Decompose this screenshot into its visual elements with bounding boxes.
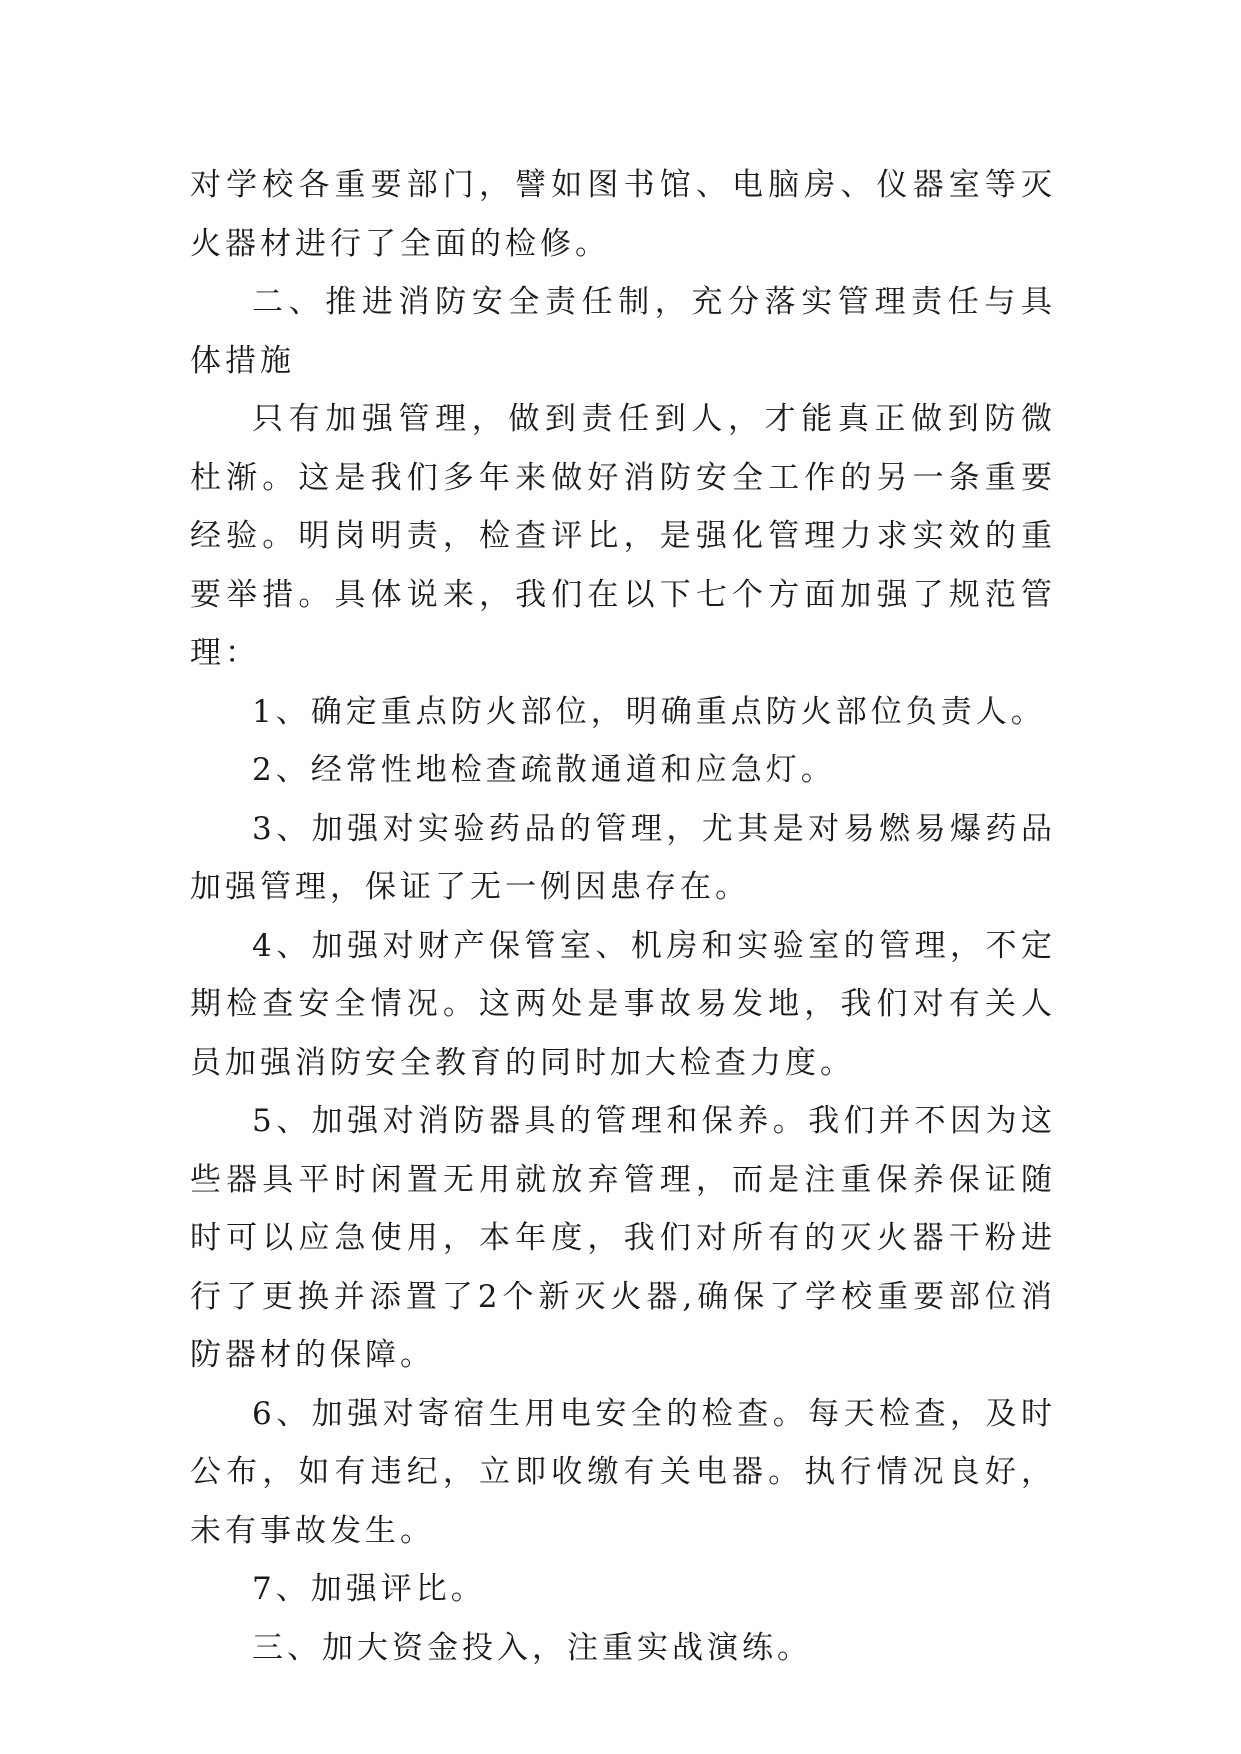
list-item-5: 5、加强对消防器具的管理和保养。我们并不因为这些器具平时闲置无用就放弃管理，而是注重保养保证随时可以应急使用，本年度，我们对所有的灭火器干粉进行了更换并添置了2个新灭火器,确保了学校重要部位消防器材的保障。 xyxy=(190,1103,1056,1373)
paragraph-management-experience: 只有加强管理，做到责任到人，才能真正做到防微杜渐。这是我们多年来做好消防安全工作的另一条重要经验。明岗明责，检查评比，是强化管理力求实效的重要举措。具体说来，我们在以下七个方面加强了规范管理： xyxy=(190,401,1056,671)
paragraph-fire-equipment-inspection: 对学校各重要部门，譬如图书馆、电脑房、仪器室等灭火器材进行了全面的检修。 xyxy=(190,167,1056,262)
list-item-3: 3、加强对实验药品的管理，尤其是对易燃易爆药品加强管理，保证了无一例因患存在。 xyxy=(190,810,1056,905)
section-heading-funding-drills: 三、加大资金投入，注重实战演练。 xyxy=(252,1629,812,1666)
document-body xyxy=(190,156,1056,1677)
list-item-6: 6、加强对寄宿生用电安全的检查。每天检查，及时公布，如有违纪，立即收缴有关电器。执行情况良好，未有事故发生。 xyxy=(190,1395,1056,1549)
list-item-7: 7、加强评比。 xyxy=(252,1571,486,1607)
list-item-2: 2、经常性地检查疏散通道和应急灯。 xyxy=(252,752,836,788)
section-heading-responsibility-system: 二、推进消防安全责任制，充分落实管理责任与具体措施 xyxy=(190,284,1056,379)
list-item-1: 1、确定重点防火部位，明确重点防火部位负责人。 xyxy=(252,693,1046,730)
list-item-4: 4、加强对财产保管室、机房和实验室的管理，不定期检查安全情况。这两处是事故易发地，我们对有关人员加强消防安全教育的同时加大检查力度。 xyxy=(190,927,1056,1081)
